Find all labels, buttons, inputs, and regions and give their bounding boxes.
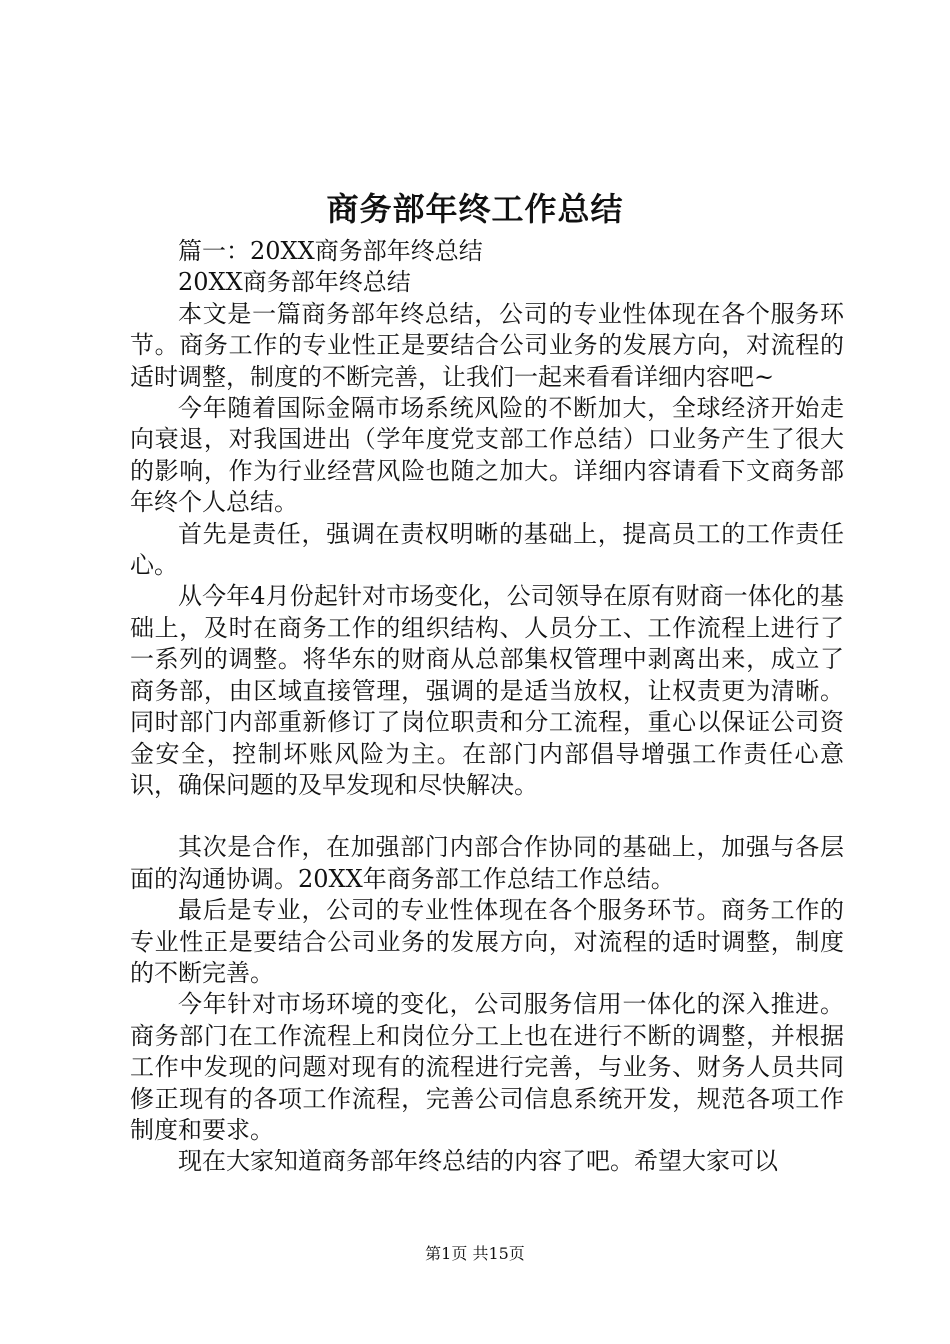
paragraph: 其次是合作，在加强部门内部合作协同的基础上，加强与各层面的沟通协调。20XX年商务部工作总结工作总结。 (130, 833, 844, 893)
document-title: 商务部年终工作总结 (326, 190, 624, 228)
paragraph: 今年随着国际金隔市场系统风险的不断加大，全球经济开始走向衰退，对我国进出（学年度党支部工作总结）口业务产生了很大的影响，作为行业经营风险也随之加大。详细内容请看下文商务部年终个人总结。 (130, 394, 844, 517)
paragraph-section-heading: 篇一：20XX商务部年终总结 (178, 237, 483, 265)
paragraph: 从今年4月份起针对市场变化，公司领导在原有财商一体化的基础上，及时在商务工作的组织结构、人员分工、工作流程上进行了一系列的调整。将华东的财商从总部集权管理中剥离出来，成立了商务部，由区域直接管理，强调的是适当放权，让权责更为清晰。同时部门内部重新修订了岗位职责和分工流程，重心以保证公司资金安全，控制坏账风险为主。在部门内部倡导增强工作责任心意识，确保问题的及早发现和尽快解决。 (130, 582, 844, 799)
paragraph-subheading: 20XX商务部年终总结 (178, 268, 411, 297)
document-body (130, 236, 844, 1178)
paragraph: 今年针对市场环境的变化，公司服务信用一体化的深入推进。商务部门在工作流程上和岗位分工上也在进行不断的调整，并根据工作中发现的问题对现有的流程进行完善，与业务、财务人员共同修正现有的各项工作流程，完善公司信息系统开发，规范各项工作制度和要求。 (130, 990, 844, 1144)
paragraph: 本文是一篇商务部年终总结，公司的专业性体现在各个服务环节。商务工作的专业性正是要结合公司业务的发展方向，对流程的适时调整，制度的不断完善，让我们一起来看看详细内容吧~ (130, 299, 844, 391)
paragraph: 现在大家知道商务部年终总结的内容了吧。希望大家可以 (178, 1147, 778, 1176)
paragraph: 最后是专业，公司的专业性体现在各个服务环节。商务工作的专业性正是要结合公司业务的发展方向，对流程的适时调整，制度的不断完善。 (130, 896, 844, 987)
page-number-footer: 第1页 共15页 (425, 1244, 525, 1263)
paragraph: 首先是责任，强调在责权明晰的基础上，提高员工的工作责任心。 (130, 519, 844, 580)
